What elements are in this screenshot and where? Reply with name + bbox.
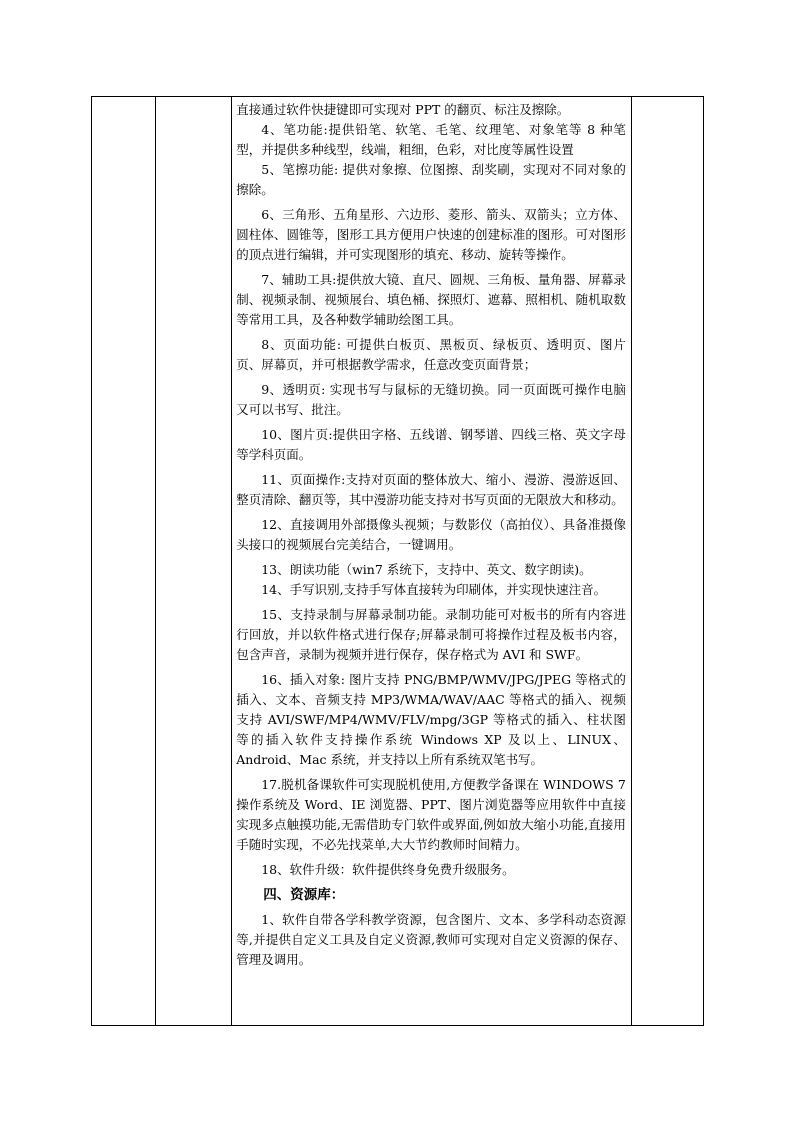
paragraph: 9、透明页: 实现书写与鼠标的无缝切换。同一页面既可操作电脑又可以书写、批注。 (236, 382, 626, 417)
paragraph: 5、笔擦功能: 提供对象擦、位图擦、刮奖刷，实现对不同对象的擦除。 (236, 162, 626, 197)
table-cell-empty-2 (156, 97, 232, 1026)
paragraph: 6、三角形、五角星形、六边形、菱形、箭头、双箭头；立方体、圆柱体、圆锥等，图形工具方便用户快速的创建标准的图形。可对图形的顶点进行编辑，并可实现图形的填充、移动、旋转等操作。 (236, 207, 626, 262)
paragraph: 1、软件自带各学科教学资源，包含图片、文本、多学科动态资源等,并提供自定义工具及自定义资源,教师可实现对自定义资源的保存、管理及调用。 (236, 912, 626, 967)
spec-table (91, 96, 704, 1026)
paragraph: 8、页面功能: 可提供白板页、黑板页、绿板页、透明页、图片页、屏幕页，并可根据教学需求，任意改变页面背景； (236, 337, 626, 372)
section-heading: 四、资源库： (263, 887, 345, 903)
paragraph: 15、支持录制与屏幕录制功能。录制功能可对板书的所有内容进行回放，并以软件格式进行保存;屏幕录制可将操作过程及板书内容，包含声音，录制为视频并进行保存，保存格式为 AVI 和 SWF。 (236, 607, 626, 662)
paragraph: 17.脱机备课软件可实现脱机使用,方便教学备课在 WINDOWS 7 操作系统及 Word、IE 浏览器、PPT、图片浏览器等应用软件中直接实现多点触摸功能,无需借助专门软件或界面,例如放大缩小功能,直接用手随时实现，不必先找菜单,大大节约教师时间精力。 (236, 777, 626, 852)
paragraph: 18、软件升级：软件提供终身免费升级服务。 (261, 862, 515, 877)
paragraph: 直接通过软件快捷键即可实现对 PPT 的翻页、标注及擦除。 (236, 102, 570, 117)
table-cell-empty-4 (631, 97, 703, 1026)
table-cell-content (232, 97, 632, 1026)
paragraph: 16、插入对象: 图片支持 PNG/BMP/WMV/JPG/JPEG 等格式的插入、文本、音频支持 MP3/WMA/WAV/AAC 等格式的插入、视频支持 AVI/SWF/MP4/WMV/FLV/mpg/3GP 等格式的插入、柱状图等的插入软件支持操作系统 Windows XP 及以上、LINUX、Android、Mac 系统，并支持以上所有系统双笔书写。 (236, 672, 626, 767)
paragraph: 12、直接调用外部摄像头视频；与数影仪（高拍仪）、具备准摄像头接口的视频展台完美结合，一键调用。 (236, 517, 626, 552)
paragraph: 4、笔功能:提供铅笔、软笔、毛笔、纹理笔、对象笔等 8 种笔型，并提供多种线型，线端，粗细，色彩，对比度等属性设置 (236, 122, 626, 157)
paragraph: 7、辅助工具:提供放大镜、直尺、圆规、三角板、量角器、屏幕录制、视频录制、视频展台、填色桶、探照灯、遮幕、照相机、随机取数等常用工具，及各种数学辅助绘图工具。 (236, 272, 626, 327)
paragraph: 10、图片页:提供田字格、五线谱、钢琴谱、四线三格、英文字母等学科页面。 (236, 427, 626, 462)
paragraph: 13、朗读功能（win7 系统下，支持中、英文、数字朗读)。 (261, 562, 592, 577)
paragraph: 11、页面操作:支持对页面的整体放大、缩小、漫游、漫游返回、整页清除、翻页等，其中漫游功能支持对书写页面的无限放大和移动。 (236, 472, 626, 507)
paragraph: 14、手写识别,支持手写体直接转为印刷体，并实现快速注音。 (261, 582, 607, 597)
table-cell-empty-1 (92, 97, 156, 1026)
content-text (232, 97, 631, 970)
table-row (92, 97, 704, 1026)
